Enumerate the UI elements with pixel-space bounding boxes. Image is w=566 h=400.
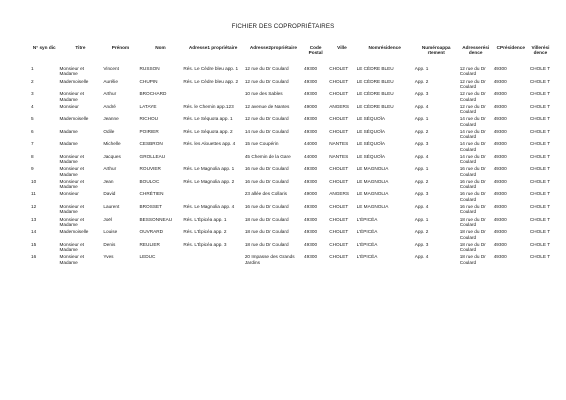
cell-residence-postal-code: 49300	[493, 254, 507, 260]
cell-residence-name: LE MAGNOLIA	[356, 191, 389, 197]
cell-residence-city: CHOLE T	[529, 254, 551, 260]
cell-residence-name: LE SÉQUOÏA	[356, 116, 386, 122]
cell-postal-code: 49300	[304, 254, 318, 260]
cell-first-name: Yves	[103, 254, 114, 260]
cell-owner-address2: 16 rue du Dr Coulard	[244, 178, 289, 184]
cell-owner-address1: Rés. Le Cèdre bleu app. 2	[183, 78, 239, 84]
cell-syndic-number: 6	[31, 128, 34, 134]
cell-last-name: ROUVIER	[139, 166, 161, 172]
cell-first-name: Odile	[103, 128, 115, 134]
cell-title: Monsieur et Madame	[59, 254, 84, 265]
cell-residence-address: 18 rue du Dr Coulard	[459, 229, 486, 240]
cell-owner-address2: 16 rue du Dr Coulard	[244, 204, 289, 210]
cell-residence-city: CHOLE T	[529, 141, 551, 147]
cell-residence-postal-code: 49300	[493, 128, 507, 134]
cell-city: CHOLET	[329, 241, 349, 247]
cell-owner-address2: 18 rue du Dr Coulard	[244, 241, 289, 247]
table-row	[30, 129, 552, 142]
cell-residence-postal-code: 49300	[493, 229, 507, 235]
cell-city: CHOLET	[329, 166, 349, 172]
cell-postal-code: 49300	[304, 91, 318, 97]
cell-title: Madame	[59, 128, 78, 134]
cell-postal-code: 49300	[304, 78, 318, 84]
cell-last-name: REULIER	[139, 241, 160, 247]
cell-city: CHOLET	[329, 128, 349, 134]
cell-owner-address1: Rés. le Chemin app.123	[183, 103, 234, 109]
cell-first-name: Aurélie	[103, 78, 118, 84]
cell-title: Mademoiselle	[59, 78, 89, 84]
cell-residence-address: 16 rue du Dr Coulard	[459, 191, 486, 202]
cell-title: Monsieur et Madame	[59, 216, 84, 227]
cell-residence-name: L'ÉPICÉA	[356, 216, 378, 222]
table-row	[30, 204, 552, 217]
cell-residence-postal-code: 49300	[493, 103, 507, 109]
col-header-city: Ville	[337, 45, 347, 50]
cell-first-name: André	[103, 103, 116, 109]
cell-residence-postal-code: 49300	[493, 191, 507, 197]
cell-residence-address: 14 rue du Dr Coulard	[459, 128, 486, 140]
cell-postal-code: 49300	[304, 66, 318, 71]
cell-title: Monsieur et Madame	[59, 166, 84, 177]
cell-apartment-number: App. 4	[414, 103, 429, 109]
table-row	[30, 104, 552, 117]
cell-title: Monsieur	[59, 191, 79, 197]
cell-owner-address1: Rés. Le Magnolia app. 4	[183, 204, 235, 210]
cell-residence-address: 16 rue du Dr Coulard	[459, 166, 486, 177]
cell-apartment-number: App. 1	[414, 216, 429, 222]
cell-apartment-number: App. 2	[414, 229, 429, 235]
cell-title: Madame	[59, 141, 78, 147]
table-row	[30, 116, 552, 129]
cell-owner-address2: 23 allée des Collaris	[244, 191, 288, 197]
cell-residence-city: CHOLE T	[529, 78, 551, 84]
cell-syndic-number: 8	[31, 153, 34, 159]
cell-residence-address: 12 rue du Dr Coulard	[459, 66, 486, 77]
cell-owner-address2: 12 rue du Dr Coulard	[244, 116, 289, 122]
cell-apartment-number: App. 4	[414, 204, 429, 210]
cell-residence-address: 12 rue du Dr Coulard	[459, 91, 486, 102]
cell-city: ANGERS	[329, 103, 350, 109]
cell-residence-name: LE CÈDRE BLEU	[356, 66, 394, 71]
cell-owner-address2: 16 rue du Dr Coulard	[244, 166, 289, 172]
cell-title: Monsieur et Madame	[59, 66, 84, 77]
cell-residence-address: 18 rue du Dr Coulard	[459, 241, 486, 253]
cell-last-name: CESBRON	[139, 141, 163, 147]
col-header-residence-postal-code: CPrésidence	[496, 45, 525, 50]
cell-residence-name: LE MAGNOLIA	[356, 166, 389, 172]
cell-city: CHOLET	[329, 178, 349, 184]
cell-residence-name: LE CÈDRE BLEU	[356, 78, 394, 84]
cell-residence-city: CHOLE T	[529, 66, 551, 71]
col-header-residence-city: Villerési dence	[531, 45, 550, 56]
col-header-owner-address1: Adresse1 propriétaire	[188, 45, 238, 50]
cell-last-name: LEDUC	[139, 254, 156, 260]
cell-title: Mademoiselle	[59, 116, 89, 122]
cell-title: Monsieur et Madame	[59, 204, 84, 215]
cell-postal-code: 49300	[304, 166, 318, 172]
cell-residence-name: LE MAGNOLIA	[356, 178, 389, 184]
cell-owner-address1: Rés. L'Épicéa app. 2	[183, 229, 227, 235]
cell-title: Monsieur et Madame	[59, 91, 84, 102]
cell-postal-code: 49000	[304, 103, 318, 109]
cell-last-name: LATAYE	[139, 103, 157, 109]
cell-title: Monsieur et Madame	[59, 241, 84, 253]
cell-owner-address2: 18 rue du Dr Coulard	[244, 229, 289, 235]
cell-syndic-number: 4	[31, 103, 34, 109]
cell-syndic-number: 15	[31, 241, 37, 247]
cell-owner-address1: Rés. Le Séquoïa app. 2	[183, 128, 233, 134]
cell-apartment-number: App. 1	[414, 116, 429, 122]
cell-residence-name: L'ÉPICÉA	[356, 241, 378, 247]
cell-last-name: GROLLEAU	[139, 153, 166, 159]
cell-last-name: CHUPIN	[139, 78, 158, 84]
cell-owner-address1	[182, 254, 243, 267]
col-header-owner-address2: Adresse2propriétaire	[249, 45, 297, 50]
cell-residence-postal-code: 49300	[493, 241, 507, 247]
cell-first-name: Jeanne	[103, 116, 119, 122]
cell-apartment-number: App. 2	[414, 178, 429, 184]
cell-title: Monsieur	[59, 103, 79, 109]
cell-residence-postal-code: 49300	[493, 141, 507, 147]
cell-first-name: Joël	[103, 216, 112, 222]
cell-residence-city: CHOLE T	[529, 191, 551, 197]
cell-postal-code: 49300	[304, 178, 318, 184]
cell-apartment-number: App. 2	[414, 128, 429, 134]
cell-apartment-number: App. 2	[414, 78, 429, 84]
cell-first-name: Louise	[103, 229, 118, 235]
cell-last-name: RICHOU	[139, 116, 159, 122]
cell-residence-postal-code: 49300	[493, 91, 507, 97]
cell-apartment-number: App. 4	[414, 153, 429, 159]
cell-residence-city: CHOLE T	[529, 166, 551, 172]
cell-apartment-number: App. 4	[414, 254, 429, 260]
cell-city: CHOLET	[329, 78, 349, 84]
cell-residence-name: LE MAGNOLIA	[356, 204, 389, 210]
cell-first-name: Arthur	[103, 166, 117, 172]
cell-first-name: Michelle	[103, 141, 121, 147]
cell-first-name: Arthur	[103, 91, 117, 97]
cell-city: CHOLET	[329, 116, 349, 122]
cell-city: CHOLET	[329, 91, 349, 97]
cell-residence-address: 14 rue du Dr Coulard	[459, 141, 486, 152]
cell-last-name: BOULOC	[139, 178, 160, 184]
cell-residence-address: 18 rue du Dr Coulard	[459, 254, 486, 265]
cell-residence-address: 14 rue du Dr Coulard	[459, 153, 486, 165]
cell-syndic-number: 7	[31, 141, 34, 147]
cell-owner-address1: Rés. Le Cèdre bleu app. 1	[183, 66, 239, 71]
cell-residence-city: CHOLE T	[529, 204, 551, 210]
col-header-last-name: Nom	[155, 45, 166, 50]
cell-syndic-number: 16	[31, 254, 37, 260]
cell-postal-code: 44000	[304, 153, 318, 159]
cell-apartment-number: App. 1	[414, 66, 429, 71]
table-row	[30, 166, 552, 179]
cell-first-name: Vincent	[103, 66, 119, 71]
table-row	[30, 242, 552, 255]
cell-residence-postal-code: 49300	[493, 153, 507, 159]
cell-apartment-number: App. 3	[414, 191, 429, 197]
cell-owner-address2: 45 Chemin de la Gare	[244, 153, 291, 159]
cell-residence-address: 12 rue du Dr Coulard	[459, 78, 486, 89]
cell-title: Monsieur et Madame	[59, 153, 84, 165]
cell-residence-city: CHOLE T	[529, 91, 551, 97]
cell-owner-address2: 15 rue Coupérin	[244, 141, 279, 147]
cell-apartment-number: App. 1	[414, 166, 429, 172]
cell-postal-code: 49300	[304, 116, 318, 122]
cell-owner-address2: 14 rue du Dr Coulard	[244, 128, 289, 134]
table-row	[30, 79, 552, 92]
cell-residence-city: CHOLE T	[529, 128, 551, 134]
cell-last-name: OUVRARD	[139, 229, 163, 235]
cell-residence-name: LE CÈDRE BLEU	[356, 91, 394, 97]
cell-city: NANTES	[329, 153, 349, 159]
cell-last-name: POIRIER	[139, 128, 159, 134]
cell-residence-postal-code: 49300	[493, 66, 507, 71]
cell-owner-address1	[182, 191, 243, 204]
cell-postal-code: 49300	[304, 204, 318, 210]
table-row	[30, 191, 552, 204]
cell-last-name: BESSONNEAU	[139, 216, 173, 222]
cell-residence-city: CHOLE T	[529, 229, 551, 235]
cell-syndic-number: 13	[31, 216, 37, 222]
cell-residence-city: CHOLE T	[529, 216, 551, 222]
table-row	[30, 217, 552, 230]
cell-first-name: Denis	[103, 241, 116, 247]
cell-syndic-number: 2	[31, 78, 34, 84]
cell-owner-address1: Rés. Le Magnolia app. 2	[183, 178, 235, 184]
cell-owner-address2: 20 Impasse des Grands Jardins	[244, 254, 295, 265]
table-row	[30, 229, 552, 242]
cell-owner-address2: 12 rue du Dr Coulard	[244, 66, 289, 71]
cell-owner-address1: Rés. L'Épicéa app. 3	[183, 241, 227, 247]
cell-city: ANGERS	[329, 191, 350, 197]
cell-owner-address1: Rés. Le Séquoïa app. 1	[183, 116, 233, 122]
cell-postal-code: 49300	[304, 229, 318, 235]
cell-residence-address: 14 rue du Dr Coulard	[459, 116, 486, 127]
cell-residence-postal-code: 49300	[493, 178, 507, 184]
cell-residence-address: 12 rue du Dr Coulard	[459, 103, 486, 115]
document-title: FICHIER DES COPROPRIÉTAIRES	[231, 23, 335, 30]
cell-residence-postal-code: 49300	[493, 166, 507, 172]
cell-title: Mademoiselle	[59, 229, 89, 235]
cell-city: CHOLET	[329, 204, 349, 210]
cell-owner-address1: Rés. Le Magnolia app. 1	[183, 166, 235, 172]
cell-syndic-number: 5	[31, 116, 34, 122]
cell-owner-address2: 18 rue du Dr Coulard	[244, 216, 289, 222]
table-header-row	[30, 45, 552, 66]
cell-residence-postal-code: 49300	[493, 78, 507, 84]
cell-city: CHOLET	[329, 229, 349, 235]
cell-apartment-number: App. 3	[414, 241, 429, 247]
table-row	[30, 91, 552, 104]
cell-residence-address: 18 rue du Dr Coulard	[459, 216, 486, 227]
table-row	[30, 66, 552, 79]
cell-residence-address: 16 rue du Dr Coulard	[459, 178, 486, 190]
cell-last-name: CHRÉTIEN	[139, 191, 164, 197]
cell-residence-address: 16 rue du Dr Coulard	[459, 204, 486, 215]
cell-syndic-number: 11	[31, 191, 36, 197]
cell-residence-name: L'ÉPICÉA	[356, 229, 378, 235]
table-row	[30, 141, 552, 154]
table-row	[30, 254, 552, 267]
cell-first-name: David	[103, 191, 116, 197]
col-header-syndic-number: N° syn dic	[32, 45, 56, 50]
cell-owner-address2: 12 avenue de Nantes	[244, 103, 290, 109]
cell-residence-name: LE SÉQUOÏA	[356, 153, 386, 159]
col-header-first-name: Prénom	[111, 45, 130, 50]
owners-table	[30, 45, 552, 267]
cell-city: NANTES	[329, 141, 349, 147]
cell-residence-postal-code: 49300	[493, 204, 507, 210]
table-row	[30, 179, 552, 192]
cell-residence-postal-code: 49300	[493, 216, 507, 222]
cell-residence-city: CHOLE T	[529, 103, 551, 109]
cell-owner-address2: 10 rue des Sables	[244, 91, 283, 97]
table-row	[30, 154, 552, 167]
cell-first-name: Laurent	[103, 204, 120, 210]
cell-owner-address1	[182, 91, 243, 104]
cell-owner-address2: 12 rue du Dr Coulard	[244, 78, 289, 84]
col-header-apartment-number: Numéroappa rtement	[421, 45, 451, 56]
col-header-title: Titre	[75, 45, 86, 50]
cell-syndic-number: 3	[31, 91, 34, 97]
cell-postal-code: 49300	[304, 241, 318, 247]
cell-last-name: BROSSET	[139, 204, 162, 210]
cell-residence-city: CHOLE T	[529, 178, 551, 184]
cell-residence-name: L'ÉPICÉA	[356, 254, 378, 260]
cell-syndic-number: 10	[31, 178, 37, 184]
cell-city: CHOLET	[329, 66, 349, 71]
cell-apartment-number: App. 3	[414, 91, 429, 97]
cell-residence-city: CHOLE T	[529, 153, 551, 159]
cell-syndic-number: 1	[31, 66, 34, 71]
col-header-postal-code: Code Postal	[308, 45, 323, 56]
cell-residence-name: LE CÈDRE BLEU	[356, 103, 394, 109]
cell-last-name: BROCHARD	[139, 91, 167, 97]
col-header-residence-address: Adresserési dence	[462, 45, 490, 56]
cell-city: CHOLET	[329, 254, 349, 260]
col-header-residence-name: Nomrésidence	[368, 45, 401, 50]
cell-owner-address1: Rés. les Alouettes app. 4	[183, 141, 236, 147]
cell-residence-city: CHOLE T	[529, 241, 551, 247]
cell-postal-code: 49300	[304, 128, 318, 134]
cell-syndic-number: 9	[31, 166, 34, 172]
cell-residence-name: LE SÉQUOÏA	[356, 141, 386, 147]
cell-residence-city: CHOLE T	[529, 116, 551, 122]
cell-owner-address1: Rés. L'Épicéa app. 1	[183, 216, 227, 222]
cell-city: CHOLET	[329, 216, 349, 222]
cell-residence-postal-code: 49300	[493, 116, 507, 122]
cell-syndic-number: 14	[31, 229, 37, 235]
cell-postal-code: 49000	[304, 191, 318, 197]
cell-postal-code: 44000	[304, 141, 318, 147]
cell-first-name: Jean	[103, 178, 114, 184]
cell-syndic-number: 12	[31, 204, 37, 210]
cell-residence-name: LE SÉQUOÏA	[356, 128, 386, 134]
cell-owner-address1	[182, 154, 243, 167]
cell-postal-code: 49300	[304, 216, 318, 222]
table-body	[30, 66, 552, 267]
cell-apartment-number: App. 3	[414, 141, 429, 147]
cell-title: Monsieur et Madame	[59, 178, 84, 190]
cell-first-name: Jacques	[103, 153, 121, 159]
cell-last-name: RUSSON	[139, 66, 160, 71]
